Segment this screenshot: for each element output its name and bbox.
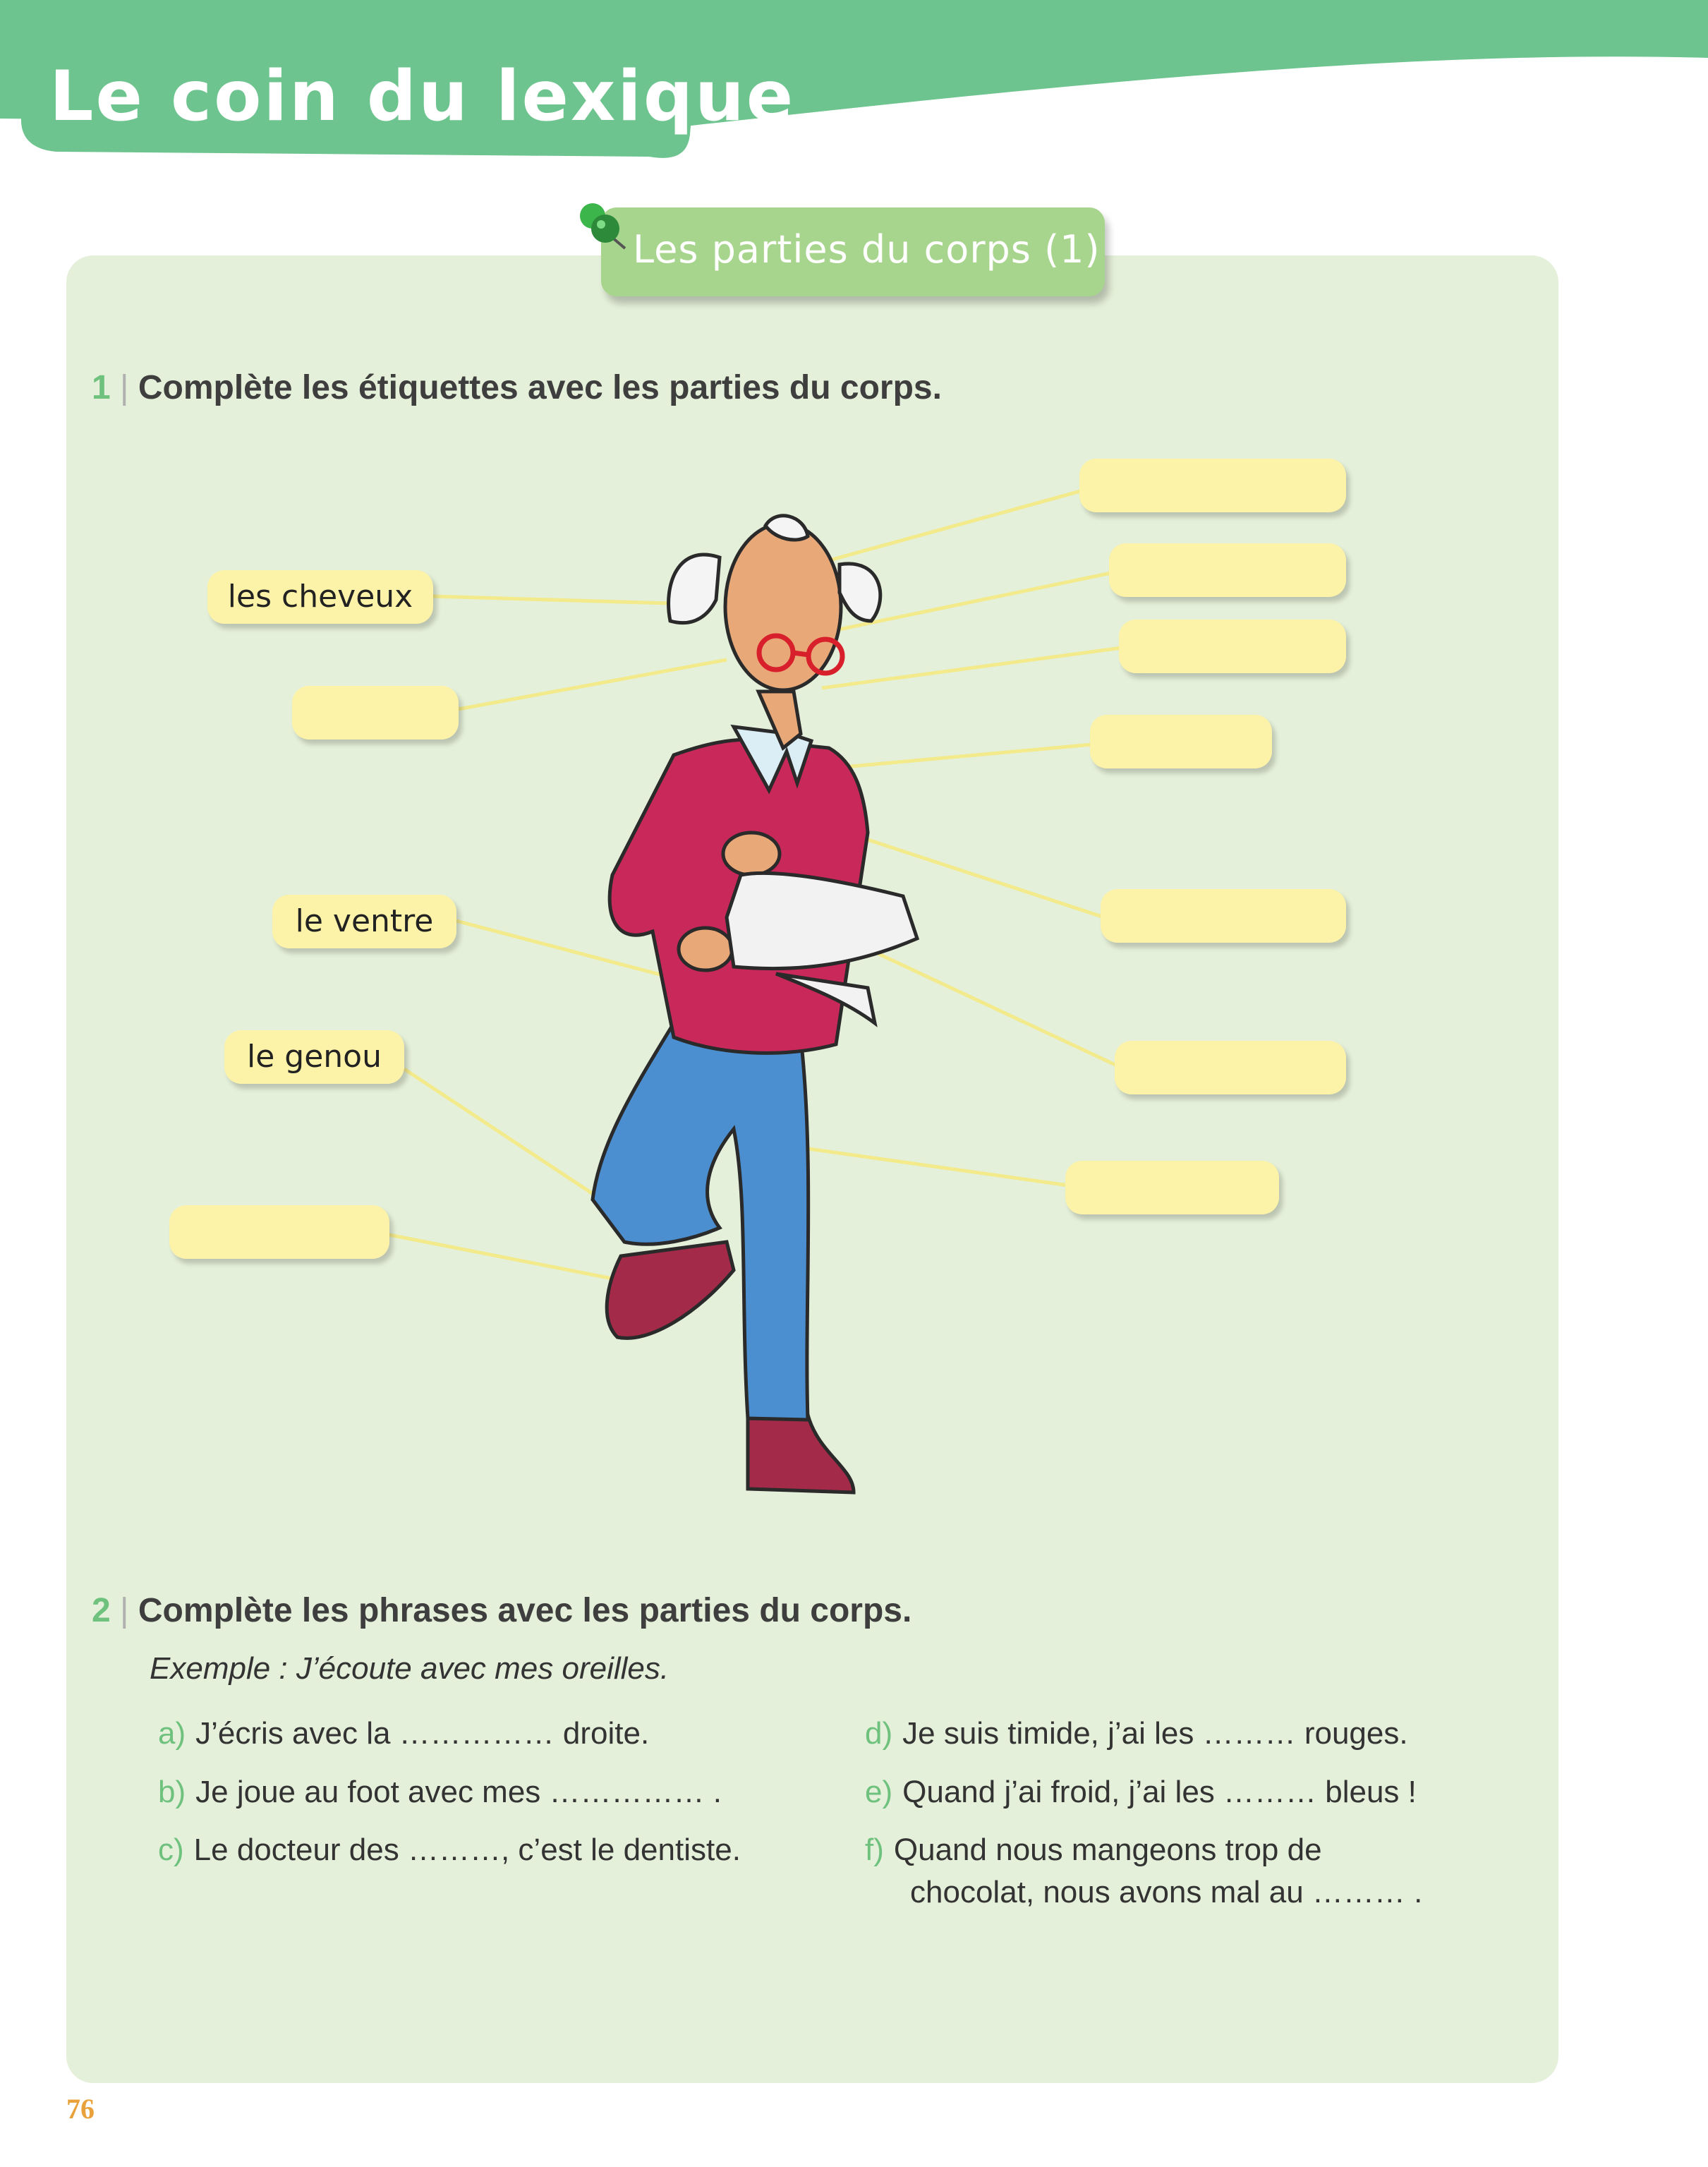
sentence-text: Quand nous mangeons trop de xyxy=(893,1833,1322,1867)
sentence-f xyxy=(865,1833,1322,1868)
sentence-letter: a) xyxy=(158,1716,186,1751)
label-blank-right-1[interactable] xyxy=(1079,459,1346,512)
sentence-letter: b) xyxy=(158,1775,186,1809)
exercise-2-title xyxy=(92,1591,911,1630)
label-ventre: le ventre xyxy=(272,895,456,948)
label-genou: le genou xyxy=(224,1030,404,1084)
sentence-text: Je suis timide, j’ai les ……… rouges. xyxy=(902,1716,1408,1751)
sentence-letter: c) xyxy=(158,1833,184,1867)
example-sentence: Exemple : J’écoute avec mes oreilles. xyxy=(150,1651,670,1686)
label-cheveux: les cheveux xyxy=(207,570,433,624)
exercise-1-instruction: Complète les étiquettes avec les parties du corps. xyxy=(138,369,942,406)
sentence-b xyxy=(158,1775,722,1810)
label-blank-right-4[interactable] xyxy=(1090,715,1272,768)
man-figure xyxy=(593,516,917,1492)
label-blank-right-2[interactable] xyxy=(1109,543,1346,597)
exercise-2-number: 2 xyxy=(92,1592,111,1629)
separator: | xyxy=(120,1592,129,1629)
label-blank-right-3[interactable] xyxy=(1119,620,1346,673)
sentence-a xyxy=(158,1716,649,1751)
label-blank-right-6[interactable] xyxy=(1115,1041,1346,1094)
exercise-1-number: 1 xyxy=(92,369,111,406)
page-title: Le coin du lexique xyxy=(49,56,796,137)
sentence-letter: d) xyxy=(865,1716,893,1751)
label-blank-left-1[interactable] xyxy=(292,686,459,740)
label-blank-right-7[interactable] xyxy=(1065,1161,1279,1214)
label-blank-right-5[interactable] xyxy=(1101,889,1346,943)
exercise-2-instruction: Complète les phrases avec les parties du corps. xyxy=(138,1592,912,1629)
sentence-text: Quand j’ai froid, j’ai les ……… bleus ! xyxy=(902,1775,1417,1809)
sentence-e xyxy=(865,1775,1417,1810)
sentence-f-continuation: chocolat, nous avons mal au ……… . xyxy=(910,1875,1423,1909)
sentence-letter: e) xyxy=(865,1775,893,1809)
section-tab-label: Les parties du corps (1) xyxy=(633,227,1101,272)
label-blank-left-2[interactable] xyxy=(169,1205,389,1259)
sentence-d xyxy=(865,1716,1408,1751)
sentence-c xyxy=(158,1833,741,1868)
separator: | xyxy=(120,369,129,406)
sentence-text: Je joue au foot avec mes …………… . xyxy=(195,1775,722,1809)
sentence-text: J’écris avec la …………… droite. xyxy=(195,1716,650,1751)
page-number: 76 xyxy=(66,2093,95,2125)
sentence-text: Le docteur des ………, c’est le dentiste. xyxy=(193,1833,741,1867)
sentence-letter: f) xyxy=(865,1833,884,1867)
